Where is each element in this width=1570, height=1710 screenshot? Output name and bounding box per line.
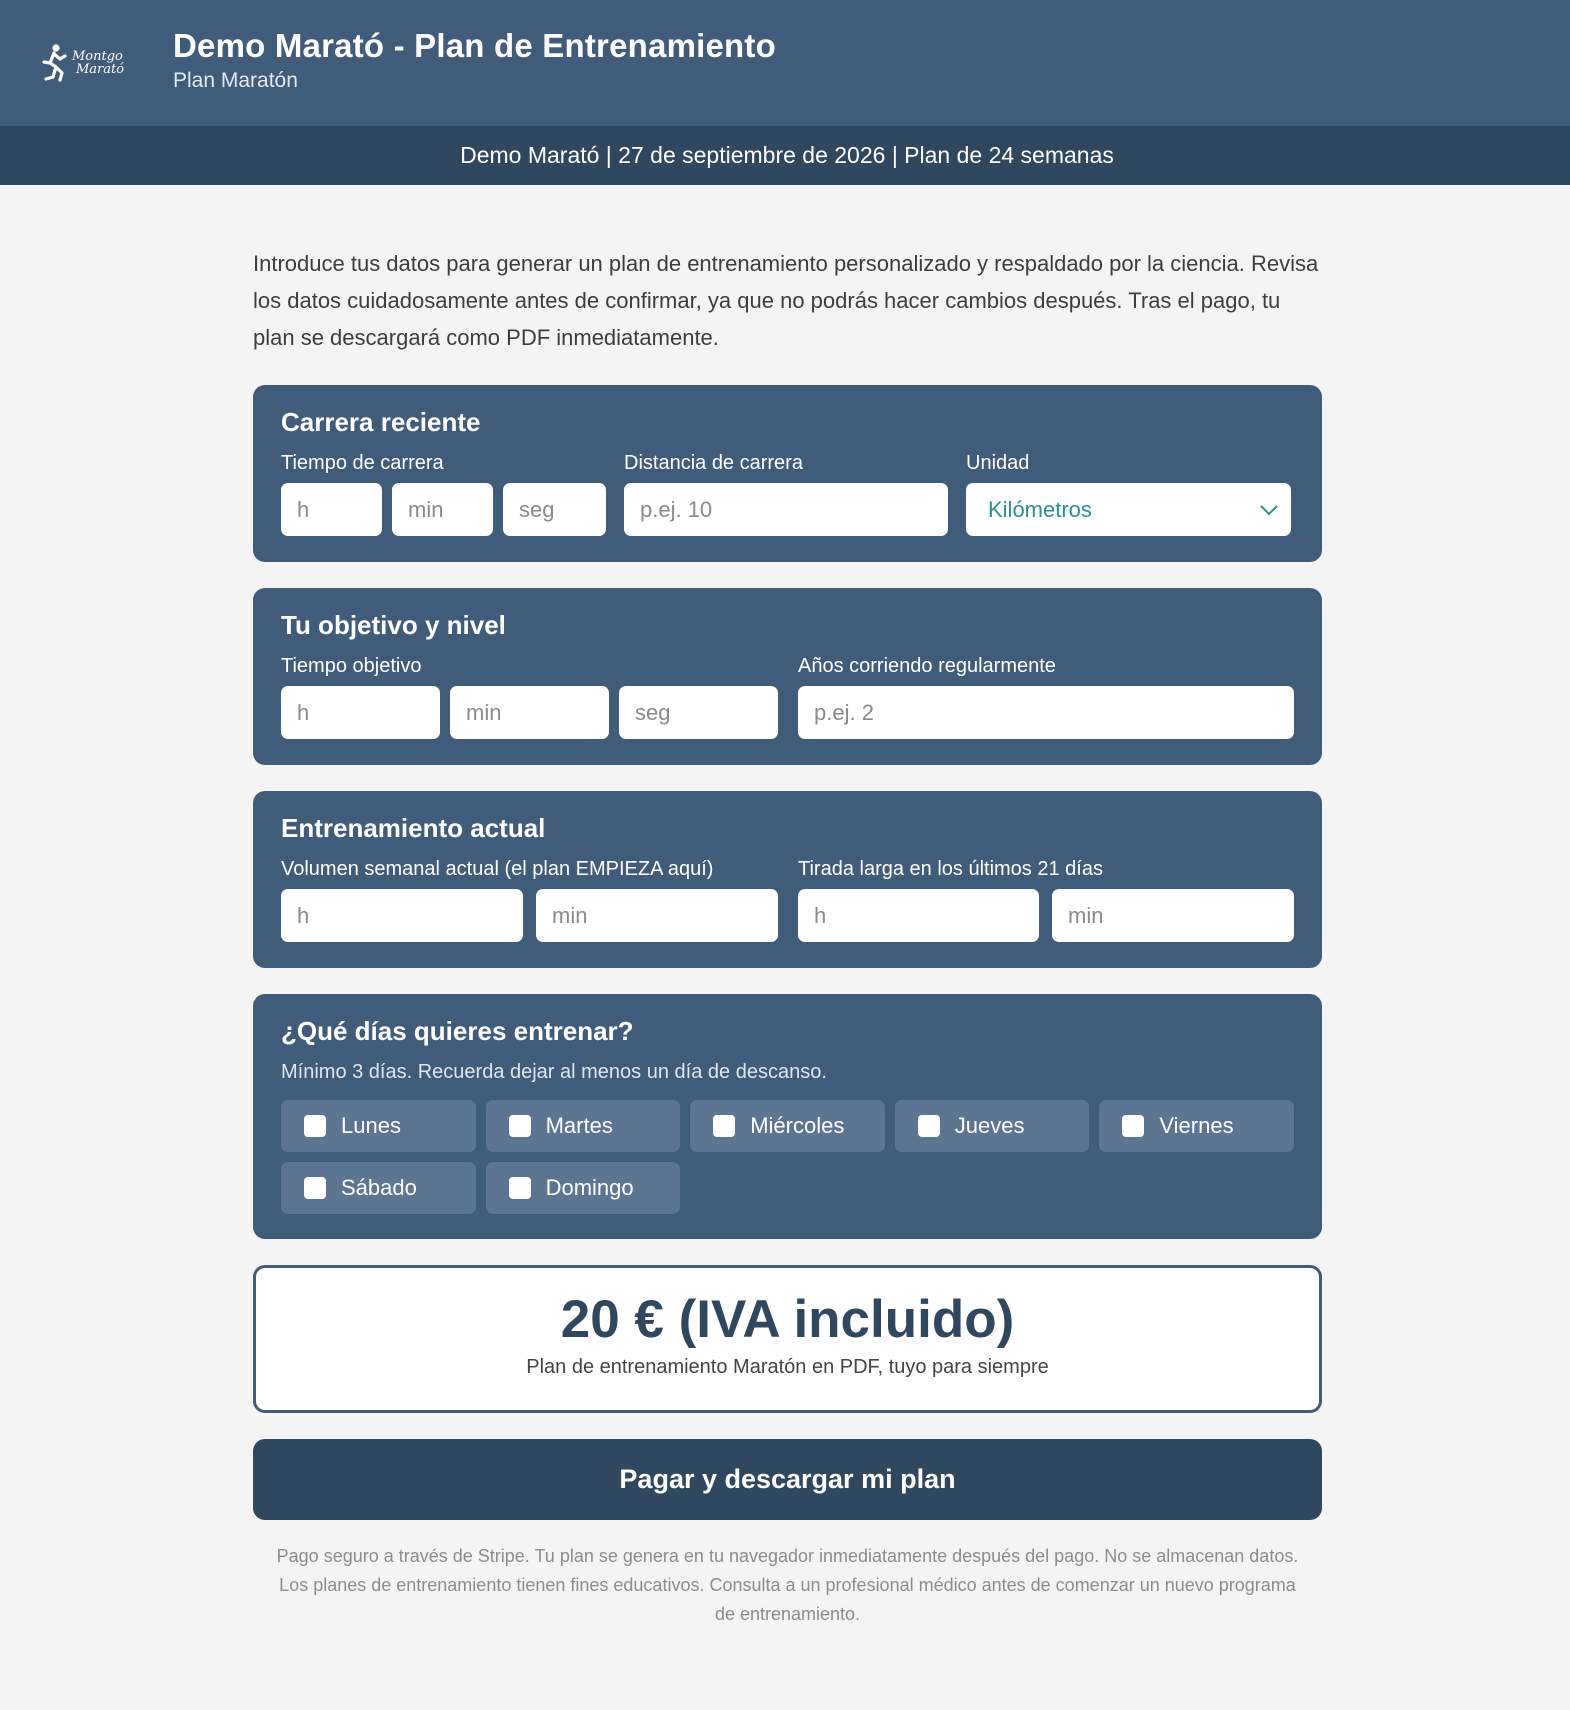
target-time-hours-input[interactable] — [281, 686, 440, 739]
race-info-bar: Demo Marató | 27 de septiembre de 2026 | Plan de 24 semanas — [0, 126, 1570, 185]
checkbox[interactable] — [1122, 1115, 1144, 1137]
logo-wordmark: Montgo Marató — [72, 49, 125, 77]
price-box — [253, 1265, 1322, 1413]
day-option-jueves[interactable]: Jueves — [895, 1100, 1090, 1152]
day-option-martes[interactable]: Martes — [486, 1100, 681, 1152]
page-subtitle: Plan Maratón — [173, 69, 298, 92]
unit-select-value: Kilómetros — [988, 496, 1092, 522]
target-time-label: Tiempo objetivo — [281, 655, 422, 677]
day-option-viernes[interactable]: Viernes — [1099, 1100, 1294, 1152]
long-run-label: Tirada larga en los últimos 21 días — [798, 858, 1103, 880]
target-time-minutes-input[interactable] — [450, 686, 609, 739]
long-run-hours-input[interactable] — [798, 889, 1039, 942]
training-days-title: ¿Qué días quieres entrenar? — [281, 1016, 634, 1046]
logo[interactable] — [40, 33, 130, 93]
checkbox[interactable] — [713, 1115, 735, 1137]
race-time-seconds-input[interactable] — [503, 483, 606, 536]
current-training-card — [253, 791, 1322, 968]
goal-level-title: Tu objetivo y nivel — [281, 610, 506, 640]
runner-icon — [40, 43, 68, 83]
unit-select[interactable] — [966, 483, 1291, 536]
race-time-hours-input[interactable] — [281, 483, 382, 536]
years-running-input[interactable] — [798, 686, 1294, 739]
race-time-minutes-input[interactable] — [392, 483, 493, 536]
target-time-seconds-input[interactable] — [619, 686, 778, 739]
price-description: Plan de entrenamiento Maratón en PDF, tuyo para siempre — [526, 1356, 1049, 1378]
recent-race-title: Carrera reciente — [281, 407, 481, 437]
weekly-volume-hours-input[interactable] — [281, 889, 523, 942]
current-training-title: Entrenamiento actual — [281, 813, 546, 843]
page-title: Demo Marató - Plan de Entrenamiento — [173, 27, 776, 64]
intro-text: Introduce tus datos para generar un plan de entrenamiento personalizado y respaldado por la ciencia. Revisa los datos cuidadosamente antes de confirmar, ya que no podrás hacer cambios después. Tras el pago, tu plan se descargará como PDF inmediatamente. — [253, 251, 1319, 350]
chevron-down-icon — [1259, 504, 1279, 516]
day-option-domingo[interactable]: Domingo — [486, 1162, 681, 1214]
race-distance-input[interactable] — [624, 483, 948, 536]
checkbox[interactable] — [509, 1177, 531, 1199]
long-run-minutes-input[interactable] — [1052, 889, 1294, 942]
day-option-miercoles[interactable]: Miércoles — [690, 1100, 885, 1152]
years-running-label: Años corriendo regularmente — [798, 655, 1056, 677]
price-amount: 20 € (IVA incluido) — [560, 1290, 1015, 1349]
plan-form — [253, 185, 1322, 1629]
checkbox[interactable] — [918, 1115, 940, 1137]
race-distance-label: Distancia de carrera — [624, 452, 803, 474]
checkbox[interactable] — [509, 1115, 531, 1137]
recent-race-card — [253, 385, 1322, 562]
weekly-volume-label: Volumen semanal actual (el plan EMPIEZA aquí) — [281, 858, 714, 880]
training-days-hint: Mínimo 3 días. Recuerda dejar al menos un día de descanso. — [281, 1061, 827, 1083]
day-option-sabado[interactable]: Sábado — [281, 1162, 476, 1214]
disclaimer-note: Los planes de entrenamiento tienen fines educativos. Consulta a un profesional médico antes de comenzar un nuevo programa de entrenamiento. — [279, 1575, 1296, 1624]
site-header — [0, 0, 1570, 126]
payment-note: Pago seguro a través de Stripe. Tu plan se genera en tu navegador inmediatamente después del pago. No se almacenan datos. — [276, 1546, 1299, 1566]
weekly-volume-minutes-input[interactable] — [536, 889, 778, 942]
checkbox[interactable] — [304, 1177, 326, 1199]
day-option-lunes[interactable]: Lunes — [281, 1100, 476, 1152]
unit-label: Unidad — [966, 452, 1030, 474]
training-days-card — [253, 994, 1322, 1239]
goal-level-card — [253, 588, 1322, 765]
checkbox[interactable] — [304, 1115, 326, 1137]
pay-and-download-button[interactable]: Pagar y descargar mi plan — [253, 1439, 1322, 1520]
footer-note — [253, 1542, 1322, 1629]
race-time-label: Tiempo de carrera — [281, 452, 444, 474]
